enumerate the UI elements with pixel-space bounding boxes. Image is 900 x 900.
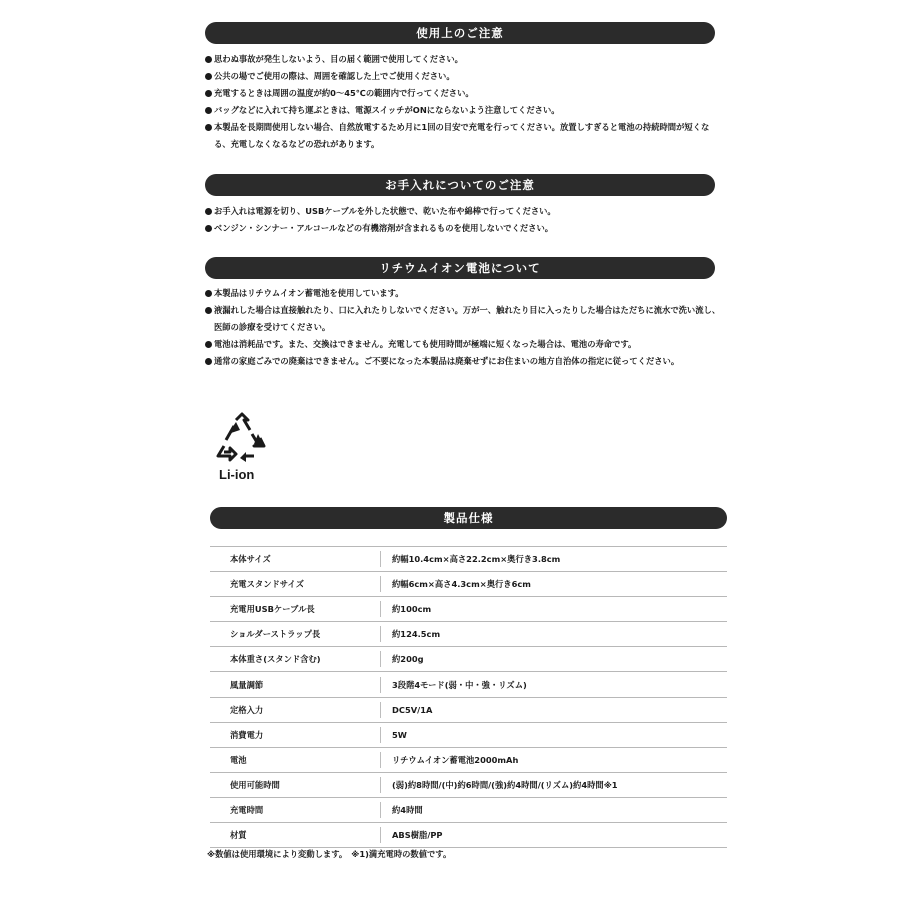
bullet-icon: [205, 124, 212, 131]
bullet-icon: [205, 290, 212, 297]
list-item: 思わぬ事故が発生しないよう、目の届く範囲で使用してください。: [205, 51, 725, 68]
bullet-icon: [205, 73, 212, 80]
table-row: 充電時間 約4時間: [210, 797, 727, 822]
spec-footnote: ※数値は使用環境により変動します。 ※1)満充電時の数値です。: [207, 849, 452, 859]
header-care-precautions: お手入れについてのご注意: [205, 174, 715, 196]
bullet-icon: [205, 208, 212, 215]
list-item: ベンジン・シンナー・アルコールなどの有機溶剤が含まれるものを使用しないでください。: [205, 220, 725, 237]
usage-precautions-list: [205, 51, 725, 153]
bullet-icon: [205, 225, 212, 232]
table-row: 充電用USBケーブル長 約100cm: [210, 597, 727, 622]
table-row: 定格入力 DC5V/1A: [210, 697, 727, 722]
list-item: 充電するときは周囲の温度が約0～45℃の範囲内で行ってください。: [205, 85, 725, 102]
table-row: 本体サイズ 約幅10.4cm×高さ22.2cm×奥行き3.8cm: [210, 547, 727, 572]
bullet-icon: [205, 307, 212, 314]
table-row: 使用可能時間 (弱)約8時間/(中)約6時間/(強)約4時間/(リズム)約4時間※1: [210, 772, 727, 797]
bullet-icon: [205, 56, 212, 63]
list-item: 電池は消耗品です。また、交換はできません。充電しても使用時間が極端に短くなった場合は、電池の寿命です。: [205, 336, 725, 353]
table-row: 材質 ABS樹脂/PP: [210, 823, 727, 848]
list-item: 通常の家庭ごみでの廃棄はできません。ご不要になった本製品は廃棄せずにお住まいの地方自治体の指定に従ってください。: [205, 353, 725, 370]
table-row: ショルダーストラップ長 約124.5cm: [210, 622, 727, 647]
list-item: 本製品はリチウムイオン蓄電池を使用しています。: [205, 285, 725, 302]
care-precautions-list: [205, 203, 725, 237]
list-item: 本製品を長期間使用しない場合、自然放電するため月に1回の目安で充電を行ってください。放置しすぎると電池の持続時間が短くなる、充電しなくなるなどの恐れがあります。: [205, 119, 725, 153]
header-product-specs: 製品仕様: [210, 507, 727, 529]
table-row: 電池 リチウムイオン蓄電池2000mAh: [210, 747, 727, 772]
bullet-icon: [205, 90, 212, 97]
list-item: 公共の場でご使用の際は、周囲を確認した上でご使用ください。: [205, 68, 725, 85]
header-lithium-battery: リチウムイオン電池について: [205, 257, 715, 279]
battery-notes-list: [205, 285, 725, 370]
spec-table: [210, 546, 727, 848]
bullet-icon: [205, 107, 212, 114]
list-item: お手入れは電源を切り、USBケーブルを外した状態で、乾いた布や綿棒で行ってください。: [205, 203, 725, 220]
table-row: 本体重さ(スタンド含む) 約200g: [210, 647, 727, 672]
table-row: 消費電力 5W: [210, 722, 727, 747]
table-row: 風量調節 3段階4モード(弱・中・強・リズム): [210, 672, 727, 697]
table-row: 充電スタンドサイズ 約幅6cm×高さ4.3cm×奥行き6cm: [210, 572, 727, 597]
bullet-icon: [205, 341, 212, 348]
li-ion-label: Li-ion: [219, 467, 255, 482]
bullet-icon: [205, 358, 212, 365]
header-usage-precautions: 使用上のご注意: [205, 22, 715, 44]
list-item: バッグなどに入れて持ち運ぶときは、電源スイッチがONにならないよう注意してください。: [205, 102, 725, 119]
list-item: 液漏れした場合は直接触れたり、口に入れたりしないでください。万が一、触れたり目に入ったりした場合はただちに流水で洗い流し、医師の診療を受けてください。: [205, 302, 725, 336]
